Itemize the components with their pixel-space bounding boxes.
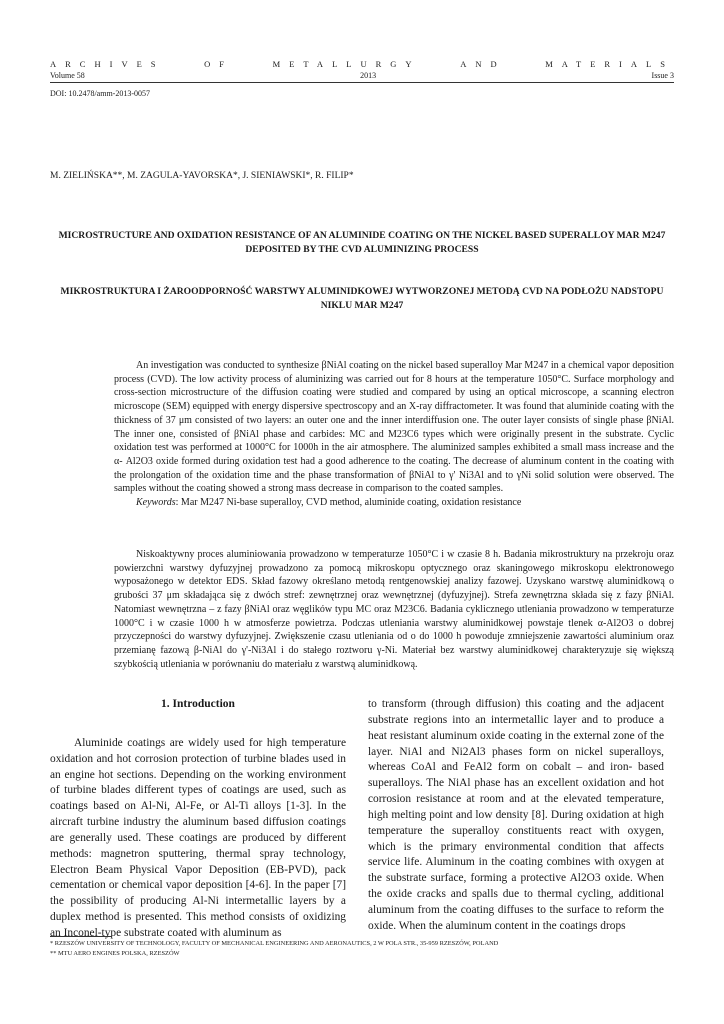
journal-word: MATERIALS: [545, 59, 674, 69]
right-column: [368, 697, 664, 935]
journal-word: ARCHIVES: [50, 59, 165, 69]
footnote: ** MTU AERO ENGINES POLSKA, RZESZÓW: [50, 950, 180, 957]
abstract-english: [114, 359, 674, 510]
journal-word: METALLURGY: [272, 59, 421, 69]
title-english: MICROSTRUCTURE AND OXIDATION RESISTANCE OF AN ALUMINIDE COATING ON THE NICKEL BASED SUPERALLOY MAR M247 DEPOSITED BY THE CVD ALUMINIZING PROCESS: [58, 230, 666, 255]
keywords: Mar M247 Ni-base superalloy, CVD method, aluminide coating, oxidation resistance: [180, 497, 522, 509]
title-polish: MIKROSTRUKTURA I ŻAROODPORNOŚĆ WARSTWY ALUMINIDKOWEJ WYTWORZONEJ METODĄ CVD NA PODŁOŻU NADSTOPU NIKLU MAR M247: [60, 286, 664, 311]
footnote-rule: [50, 936, 112, 937]
doi: DOI: 10.2478/amm-2013-0057: [50, 89, 150, 98]
year: 2013: [360, 71, 377, 80]
journal-name: [50, 59, 674, 69]
footnote: * RZESZÓW UNIVERSITY OF TECHNOLOGY, FACULTY OF MECHANICAL ENGINEERING AND AERONAUTICS, 2 W POLA STR., 35-959 RZESZÓW, POLAND: [50, 940, 499, 947]
keywords-label: Keywords: [136, 497, 176, 509]
journal-word: AND: [460, 59, 506, 69]
issue-info-row: [50, 71, 674, 83]
keywords-line: Keywords: Mar M247 Ni-base superalloy, CVD method, aluminide coating, oxidation resistance: [136, 497, 522, 509]
abstract-polish: [114, 548, 674, 671]
intro-paragraph-right: to transform (through diffusion) this coating and the adjacent substrate regions into an intermetallic layer and to produce a heat resistant aluminum oxide coating in the external zone of the layer. NiAl and Ni2Al3 phases form on nickel superalloys, whereas CoAl and FeAl2 form on cobalt – and iron- based superalloys. The NiAl phase has an excellent oxidation and hot corrosion resistance at room and at the elevated temperature, high melting point and low density [8]. During oxidation at high temperature the superalloy constituents react with oxygen, which is the primary environmental condition that affects service life. Aluminum in the coating combines with oxygen at the substrate surface, forming a protective Al2O3 oxide. When the oxide cracks and spalls due to thermal cycling, additional aluminum from the coating diffuses to the surface to reform the oxide. When the aluminum content in the coatings drops: [368, 698, 664, 932]
journal-word: OF: [204, 59, 234, 69]
volume: Volume 58: [50, 71, 85, 80]
issue: Issue 3: [651, 71, 674, 80]
left-column: [50, 697, 346, 942]
abstract-english-text: An investigation was conducted to synthesize βNiAl coating on the nickel based superalloy Mar M247 in a chemical vapor deposition process (CVD). The low activity process of aluminizing was carried out for 8 hours at the temperature 1050°C. Surface morphology and cross-section microstructure of the diffusion coating were studied and compared by using an optical microscope, a scanning electron microscope (SEM) equipped with energy dispersive spectroscopy and an X-ray diffractometer. It was found that aluminide coating with the thickness of 37 μm consisted of two layers: an outer one and the inner interdiffusion one. The outer layer consists of single phase βNiAl. The inner one, consisted of βNiAl phase and carbides: MC and M23C6 types which were originally present in the substrate. Cyclic oxidation test was performed at 1000°C for 1000h in the air atmosphere. The aluminized samples exhibited a small mass increase and the α- Al2O3 oxide formed during oxidation test had a good adherence to the coating. The decrease of aluminum content in the coating with the prolongation of the oxidation time and the phase transformation of βNiAl to γ' Ni3Al and to γNi solid solution were observed. The samples without the coating showed a strong mass decrease in comparison to the coated samples.: [114, 360, 674, 495]
section-heading: 1. Introduction: [161, 698, 235, 710]
footnotes: [50, 939, 498, 959]
intro-paragraph-left: Aluminide coatings are widely used for high temperature oxidation and hot corrosion protection of turbine blades used in an engine hot sections. Depending on the working environment of turbine blades different types of coatings are used, such as coatings based on Al-Ni, Al-Fe, or Al-Ti alloys [1-3]. In the aircraft turbine industry the aluminum based diffusion coatings are generally used. These coatings are produced by different methods: magnetron sputtering, thermal spray technology, Electron Beam Physical Vapor Deposition (EB-PVD), pack cementation or chemical vapor deposition [4-6]. In the paper [7] the possibility of producing Al-Ni intermetallic layers by a duplex method is presented. This method consists of oxidizing an Inconel-type substrate coated with aluminum as: [50, 736, 346, 939]
authors: M. ZIELIŃSKA**, M. ZAGULA-YAVORSKA*, J. SIENIAWSKI*, R. FILIP*: [50, 171, 354, 181]
abstract-polish-text: Niskoaktywny proces aluminiowania prowadzono w temperaturze 1050°C i w czasie 8 h. Badania mikrostruktury na przekroju oraz powierzchni warstwy dyfuzyjnej prowadzono za pomocą mikroskopu optycznego oraz skaningowego mikroskopu elektronowego wyposażonego w detektor EDS. Skład fazowy określano metodą rentgenowskiej analizy fazowej. Uzyskano warstwę aluminidkową o grubości 37 μm składająca się z dwóch stref: zewnętrznej oraz wewnętrznej (dyfuzyjnej). Strefa zewnętrzna składa się z fazy βNiAl. Natomiast wewnętrzna – z fazy βNiAl oraz węglików typu MC oraz M23C6. Badania cyklicznego utleniania prowadzono w temperaturze 1000°C i w czasie 1000 h w atmosferze powietrza. Podczas utleniania warstwy aluminidkowej powstaje tlenek α-Al2O3 o dobrej przyczepności do warstwy dyfuzyjnej. Zwiększenie czasu utleniania od o do 1000 h powoduje zmniejszenie zawartości aluminium oraz przemianę fazową β-NiAl do γ'-Ni3Al i do stałego roztworu γ-Ni. Materiał bez warstwy aluminidkowej charakteryzuje się większą szybkością utleniania w porównaniu do materiału z warstwą aluminidkową.: [114, 549, 674, 670]
